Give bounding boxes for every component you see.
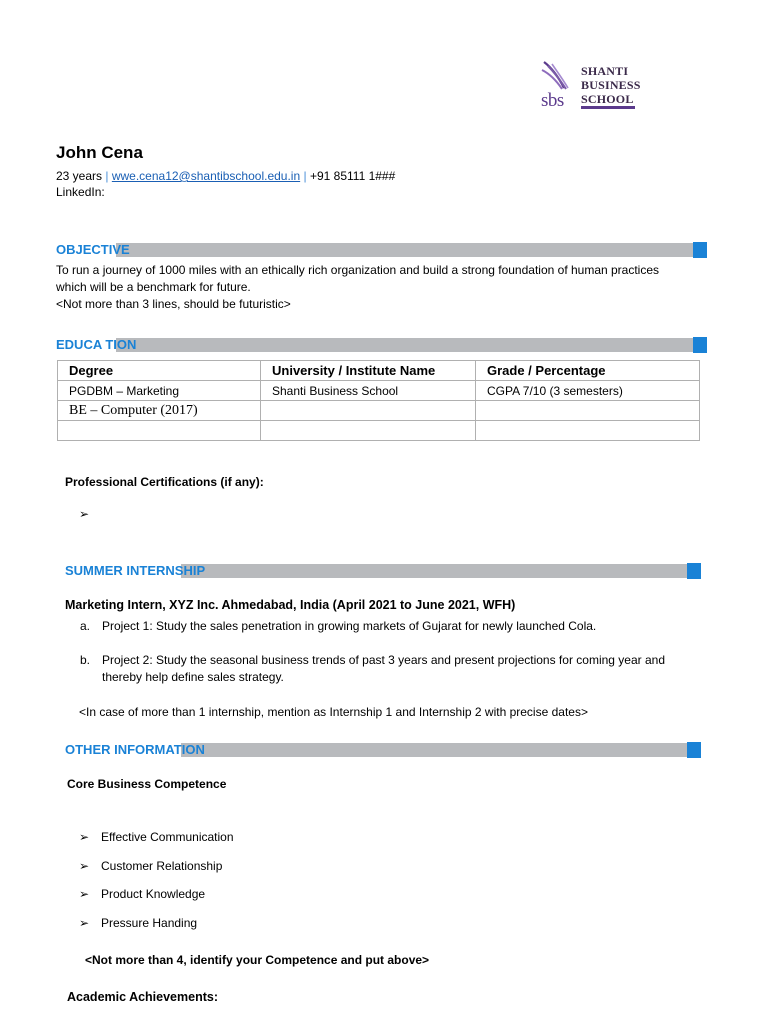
competence-item: Customer Relationship (101, 859, 223, 873)
table-cell (58, 421, 261, 441)
item-text (102, 652, 665, 686)
section-bar (181, 564, 687, 578)
candidate-name: John Cena (56, 143, 143, 162)
separator: | (303, 169, 307, 183)
internship-title: Marketing Intern, XYZ Inc. Ahmedabad, India (April 2021 to June 2021, WFH) (65, 598, 516, 612)
list-item (79, 887, 205, 901)
contact-block (56, 168, 395, 200)
section-marker (693, 242, 707, 258)
linkedin-label: LinkedIn: (56, 185, 105, 199)
list-item (79, 916, 197, 930)
arrow-bullet-icon: ➢ (79, 916, 90, 930)
table-cell: PGDBM – Marketing (58, 381, 261, 401)
table-row (58, 401, 700, 421)
table-cell (261, 401, 476, 421)
table-cell: CGPA 7/10 (3 semesters) (476, 381, 700, 401)
competence-heading: Core Business Competence (67, 777, 227, 791)
section-title: OTHER INFORMATION (65, 742, 205, 757)
phone: +91 85111 1### (309, 169, 396, 183)
arrow-bullet-icon: ➢ (79, 507, 90, 521)
section-marker (687, 563, 701, 579)
internship-item (80, 618, 720, 635)
objective-note: <Not more than 3 lines, should be futuristic> (56, 297, 291, 311)
table-cell: BE – Computer (2017) (58, 401, 261, 421)
section-bar (181, 743, 687, 757)
certifications-heading: Professional Certifications (if any): (65, 475, 264, 489)
table-row (58, 421, 700, 441)
objective-line-1: To run a journey of 1000 miles with an ethically rich organization and build a strong foundation of human practices (56, 263, 660, 277)
competence-item: Product Knowledge (101, 887, 206, 901)
section-marker (687, 742, 701, 758)
column-header: Degree (58, 361, 261, 381)
table-row (58, 381, 700, 401)
logo-wordmark (581, 64, 641, 106)
column-header: University / Institute Name (261, 361, 476, 381)
objective-text (56, 262, 659, 313)
item-marker: a. (80, 619, 91, 633)
age: 23 years (56, 169, 103, 183)
logo-line-2: BUSINESS (581, 78, 641, 92)
table-cell (476, 421, 700, 441)
list-item (79, 830, 234, 844)
section-title: SUMMER INTERNSHIP (65, 563, 206, 578)
logo-underline (581, 106, 635, 109)
item-text-line-1: Project 2: Study the seasonal business trends of past 3 years and present projections for coming year and (102, 653, 665, 667)
table-cell (476, 401, 700, 421)
contact-line (56, 168, 395, 184)
arrow-bullet-icon: ➢ (79, 859, 90, 873)
section-other-header (65, 742, 701, 758)
column-header: Grade / Percentage (476, 361, 700, 381)
competence-item: Pressure Handing (101, 916, 198, 930)
section-objective-header (56, 242, 707, 258)
item-marker: b. (80, 653, 91, 667)
competence-note: <Not more than 4, identify your Competence and put above> (85, 953, 430, 967)
section-internship-header (65, 563, 701, 579)
internship-item (80, 652, 720, 686)
table-header-row (58, 361, 700, 381)
section-education-header (56, 337, 707, 353)
section-bar (116, 243, 693, 257)
arrow-bullet-icon: ➢ (79, 830, 90, 844)
table-cell: Shanti Business School (261, 381, 476, 401)
logo-abbreviation: sbs (541, 90, 564, 111)
section-title: OBJECTIVE (56, 242, 130, 257)
competence-item: Effective Communication (101, 830, 234, 844)
arrow-bullet-icon: ➢ (79, 887, 90, 901)
achievements-heading: Academic Achievements: (67, 990, 218, 1004)
table-cell (261, 421, 476, 441)
section-title: EDUCA TION (56, 337, 137, 352)
separator: | (105, 169, 109, 183)
logo-line-1: SHANTI (581, 64, 629, 78)
objective-line-2: which will be a benchmark for future. (56, 280, 251, 294)
section-marker (693, 337, 707, 353)
list-item (79, 859, 222, 873)
internship-note: <In case of more than 1 internship, mention as Internship 1 and Internship 2 with precise dates> (79, 705, 588, 719)
section-bar (116, 338, 693, 352)
school-logo (538, 58, 648, 114)
logo-line-3: SCHOOL (581, 92, 634, 106)
email-link[interactable]: wwe.cena12@shantibschool.edu.in (111, 169, 301, 183)
item-text-line-2: thereby help define sales strategy. (102, 670, 284, 684)
item-text: Project 1: Study the sales penetration in growing markets of Gujarat for newly launched Cola. (102, 619, 597, 633)
education-table (57, 360, 700, 441)
